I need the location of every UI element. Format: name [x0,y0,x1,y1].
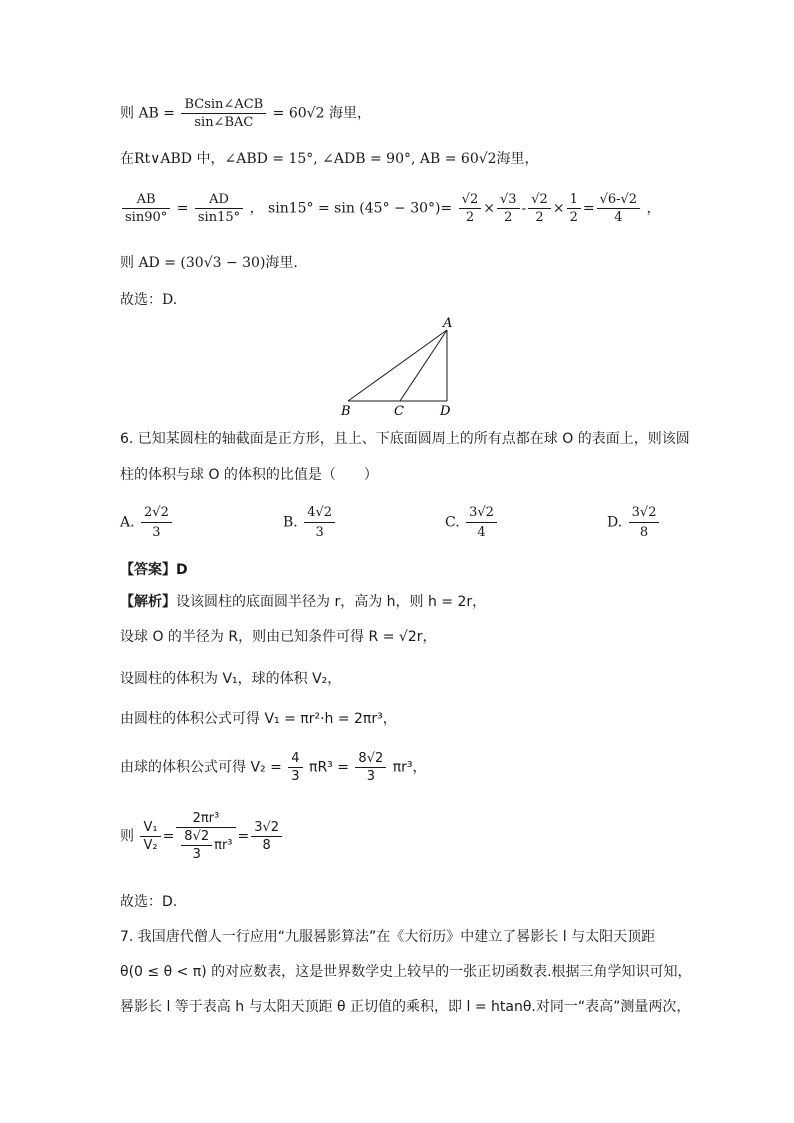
analysis-line-6: 则 $\frac{\text{V₁}}{\text{V₂}}$ = 2πr³ $\frac{8√2}{3}$ πr³ = $\frac{3√2}{8}$ [120,812,284,861]
numerator: 8√2 [355,752,386,768]
option-letter: C. [445,514,460,531]
segment-ac [400,330,447,401]
option-c[interactable] [445,505,499,540]
numerator: 1 [567,193,581,209]
denominator: 2 [569,210,578,225]
denominator: 8 [262,838,271,853]
fraction [304,505,335,540]
fraction [629,505,660,540]
denominator: 3 [291,769,300,784]
analysis-line-4: 由圆柱的体积公式可得 V₁ = πr²·h = 2πr³， [120,711,397,727]
fraction [355,752,386,783]
denominator: 2 [504,210,513,225]
text: πr³， [392,759,427,776]
denominator: V₂ [143,838,158,853]
analysis-tag: 【解析】 [120,594,176,610]
q6-stem-line1: 6. 已知某圆柱的轴截面是正方形，且上、下底面圆周上的所有点都在球 O 的表面上，则该圆 [120,431,690,447]
denominator: 3 [366,769,375,784]
fraction [497,193,520,224]
q6-stem-line2: 柱的体积与球 O 的体积的比值是（ ） [120,467,378,483]
fraction [567,193,581,224]
fraction [195,193,243,224]
numerator: 4√2 [304,505,335,523]
numerator: 3√2 [629,505,660,523]
solution-line-ab [120,98,371,129]
solution-line-triangle: 在Rt∨ABD 中，∠ABD = 15°, ∠ADB = 90°, AB = 60√2海里， [120,151,539,167]
analysis-line-3: 设圆柱的体积为 V₁，球的体积 V₂， [120,671,342,687]
text: πr³ [214,838,233,853]
solution-line-sine-rule: $\frac{AB}{\sin 90^\circ}$ = $\frac{AD}{\sin 15^\circ}$ ， sin15° = sin (45° − 30°)= $\frac{√2}{2}$ × $\frac{√3}{2}$ - $\frac{√2}{2}$ × $\frac{1}{2}$ = $\frac{√6-√2}{4}$ ， [120,193,661,224]
analysis-line-2: 设球 O 的半径为 R，则由已知条件可得 R = √2r， [120,629,437,645]
numerator: √2 [528,193,551,209]
option-letter: D. [607,514,623,531]
denominator: 8 [639,525,649,540]
denominator: 2 [535,210,544,225]
denominator [176,828,235,861]
fraction [181,98,266,129]
numerator: √6-√2 [597,193,641,209]
option-a[interactable] [120,505,174,540]
numerator: √3 [497,193,520,209]
numerator: 3√2 [251,821,282,837]
fraction [140,821,160,852]
fraction [466,505,497,540]
denominator: sin15° [197,210,241,225]
denominator: sin90° [125,210,168,225]
numerator: AB [122,193,170,209]
fraction [181,830,212,861]
equals: = [176,200,189,217]
q7-line2: θ(0 ≤ θ < π) 的对应数表，这是世界数学史上较早的一张正切函数表.根据三角学知识可知， [120,964,692,980]
select-line-q6: 故选：D. [120,894,178,910]
select-line: 故选：D. [120,292,178,308]
denominator: 4 [477,525,486,540]
denominator: 3 [152,525,161,540]
option-letter: A. [120,514,135,531]
denominator: sin∠BAC [194,115,254,130]
numerator: √2 [459,193,482,209]
analysis-line-5 [120,752,427,783]
label-b: B [341,404,351,419]
fraction [141,505,172,540]
q7-line3: 晷影长 l 等于表高 h 与太阳天顶距 θ 正切值的乘积，即 l = htanθ.对同一“表高”测量两次， [120,999,691,1015]
text: ， sin15° = sin (45° − 30°)= [249,200,453,217]
text: 设该圆柱的底面圆半径为 r，高为 h，则 h = 2r， [176,594,487,610]
analysis-line-1 [120,595,486,609]
denominator: 3 [315,525,324,540]
numerator: 2πr³ [176,812,235,828]
solution-line-ad: 则 AD = (30√3 − 30)海里. [120,255,298,271]
numerator: 8√2 [181,830,212,846]
label-a: A [443,316,453,331]
option-letter: B. [283,514,298,531]
denominator: 4 [614,210,623,225]
answer-line: 【答案】D [120,562,188,578]
triangle-figure [330,312,470,420]
q7-line1: 7. 我国唐代僧人一行应用“九服晷影算法”在《大衍历》中建立了晷影长 l 与太阳天顶距 [120,929,656,945]
numerator: BCsin∠ACB [181,98,266,114]
numerator: V₁ [140,821,160,837]
option-b[interactable] [283,505,337,540]
fraction [176,812,235,861]
text: 则 AB = [120,105,176,122]
text: 则 [120,828,134,845]
fraction [251,821,282,852]
fraction [288,752,302,783]
option-d[interactable] [607,505,661,540]
label-c: C [394,404,404,419]
fraction [597,193,641,224]
numerator: AD [195,193,243,209]
numerator: 4 [288,752,302,768]
denominator: 3 [192,847,201,862]
fraction [459,193,482,224]
numerator: 2√2 [141,505,172,523]
text: = 60√2 海里， [272,105,371,122]
fraction [122,193,170,224]
label-d: D [440,404,451,419]
text: 由球的体积公式可得 V₂ = [120,759,282,776]
denominator: 2 [465,210,475,225]
segment-ab [348,330,447,401]
numerator: 3√2 [466,505,497,523]
text: πR³ = [309,759,349,776]
fraction [528,193,551,224]
text: ， [646,200,661,217]
